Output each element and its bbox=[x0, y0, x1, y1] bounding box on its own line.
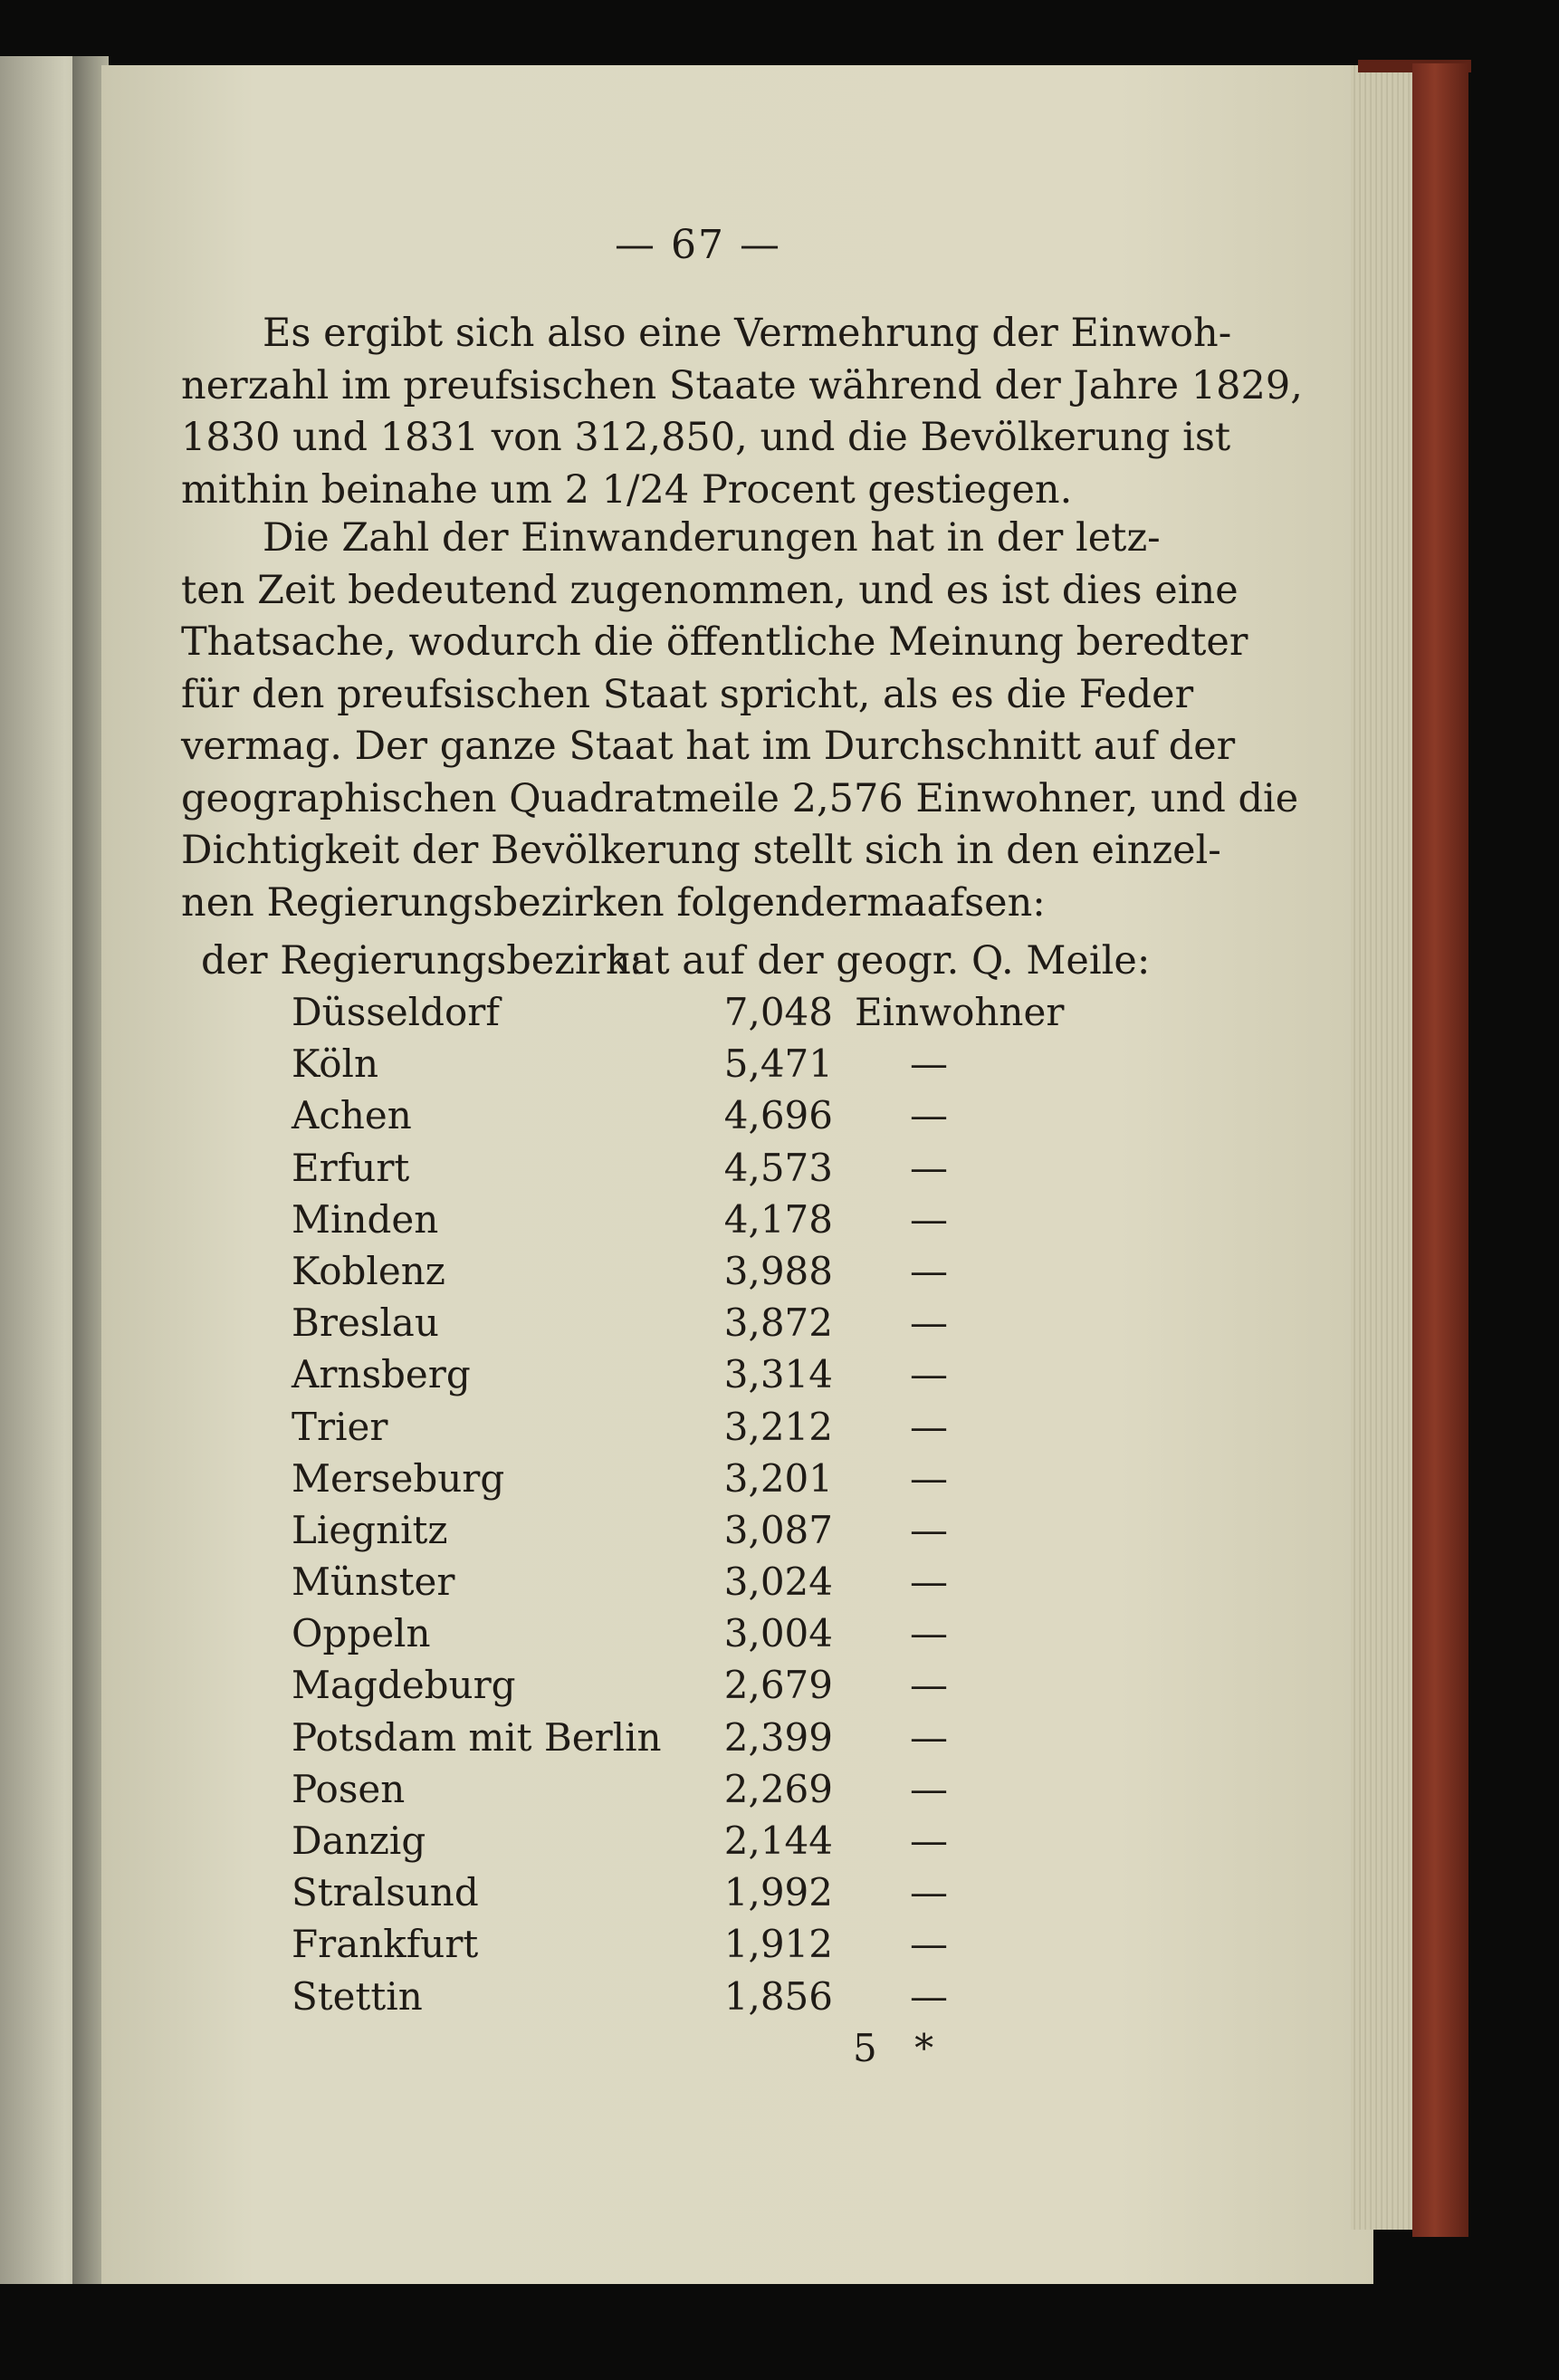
inhabitants-value: 3,201 bbox=[723, 1455, 833, 1501]
table-row bbox=[0, 1611, 1559, 1663]
table-row bbox=[0, 1249, 1559, 1300]
table-row bbox=[0, 1300, 1559, 1352]
table-row bbox=[0, 1197, 1559, 1249]
text-line: ten Zeit bedeutend zugenommen, und es ist dies eine bbox=[181, 567, 1239, 613]
text-line: nen Regierungsbezirken folgendermaafsen: bbox=[181, 879, 1046, 926]
ditto-mark: — bbox=[910, 1145, 948, 1190]
ditto-mark: — bbox=[910, 1559, 948, 1605]
inhabitants-value: 3,872 bbox=[723, 1300, 833, 1346]
inhabitants-value: 3,004 bbox=[723, 1611, 833, 1656]
table-row bbox=[0, 1663, 1559, 1714]
district-name: Magdeburg bbox=[292, 1663, 516, 1708]
table-row bbox=[0, 1041, 1559, 1093]
inhabitants-value: 4,178 bbox=[723, 1196, 833, 1242]
inhabitants-value: 4,573 bbox=[723, 1145, 833, 1190]
paragraph-population-growth bbox=[181, 308, 1303, 516]
table-row bbox=[0, 1456, 1559, 1508]
district-name: Koblenz bbox=[292, 1248, 445, 1293]
ditto-mark: — bbox=[910, 1611, 948, 1656]
ditto-mark: — bbox=[910, 1093, 948, 1138]
text-line: Thatsache, wodurch die öffentliche Meinung beredter bbox=[181, 619, 1248, 665]
ditto-mark: — bbox=[910, 1766, 948, 1811]
ditto-mark: — bbox=[910, 1714, 948, 1760]
district-name: Erfurt bbox=[292, 1145, 410, 1190]
inhabitants-value: 3,314 bbox=[723, 1352, 833, 1397]
text-line: Dichtigkeit der Bevölkerung stellt sich in den einzel- bbox=[181, 828, 1221, 873]
table-row bbox=[0, 1559, 1559, 1611]
inhabitants-value: 2,399 bbox=[723, 1714, 833, 1760]
table-row bbox=[0, 1715, 1559, 1767]
ditto-mark: — bbox=[910, 1507, 948, 1552]
district-name: Danzig bbox=[292, 1819, 426, 1863]
ditto-mark: — bbox=[910, 1196, 948, 1242]
unit-label: Einwohner bbox=[855, 990, 1065, 1034]
district-name: Stettin bbox=[292, 1973, 423, 2019]
header-district: der Regierungsbezirk: bbox=[201, 938, 643, 984]
district-name: Münster bbox=[292, 1559, 455, 1605]
inhabitants-value: 3,212 bbox=[723, 1404, 833, 1449]
district-name: Achen bbox=[292, 1093, 412, 1138]
page-number: — 67 — bbox=[615, 222, 781, 268]
signature-mark: 5 * bbox=[853, 2026, 947, 2070]
text-line: vermag. Der ganze Staat hat im Durchschnitt auf der bbox=[181, 724, 1236, 769]
district-name: Arnsberg bbox=[292, 1352, 471, 1397]
header-per-square-mile: hat auf der geogr. Q. Meile: bbox=[606, 938, 1151, 984]
table-header bbox=[201, 938, 1151, 990]
ditto-mark: — bbox=[910, 1922, 948, 1967]
ditto-mark: — bbox=[910, 1300, 948, 1346]
text-line: für den preufsischen Staat spricht, als es die Feder bbox=[181, 671, 1194, 717]
ditto-mark: — bbox=[910, 1819, 948, 1863]
inhabitants-value: 1,992 bbox=[723, 1870, 833, 1915]
table-row bbox=[0, 1352, 1559, 1404]
text-line: Die Zahl der Einwanderungen hat in der letz- bbox=[263, 515, 1161, 561]
district-name: Liegnitz bbox=[292, 1507, 448, 1552]
inhabitants-value: 2,144 bbox=[723, 1819, 833, 1863]
table-row bbox=[0, 1974, 1559, 2026]
text-line: mithin beinahe um 2 1/24 Procent gestiegen. bbox=[181, 466, 1073, 513]
inhabitants-value: 5,471 bbox=[723, 1041, 833, 1087]
table-row bbox=[0, 1508, 1559, 1559]
district-name: Oppeln bbox=[292, 1611, 431, 1656]
text-line: geographischen Quadratmeile 2,576 Einwohner, und die bbox=[181, 775, 1299, 821]
table-row bbox=[0, 1870, 1559, 1922]
ditto-mark: — bbox=[910, 1248, 948, 1293]
table-row bbox=[0, 1405, 1559, 1456]
inhabitants-value: 2,679 bbox=[723, 1663, 833, 1708]
inhabitants-value: 7,048 bbox=[723, 990, 833, 1034]
district-name: Stralsund bbox=[292, 1870, 479, 1915]
table-row bbox=[0, 1922, 1559, 1973]
district-name: Frankfurt bbox=[292, 1922, 479, 1967]
table-row bbox=[0, 1093, 1559, 1145]
inhabitants-value: 2,269 bbox=[723, 1766, 833, 1811]
table-row bbox=[0, 1146, 1559, 1197]
ditto-mark: — bbox=[910, 1404, 948, 1449]
district-name: Köln bbox=[292, 1041, 379, 1087]
inhabitants-value: 3,087 bbox=[723, 1507, 833, 1552]
text-line: nerzahl im preufsischen Staate während der Jahre 1829, bbox=[181, 362, 1303, 408]
text-line: Es ergibt sich also eine Vermehrung der Einwoh- bbox=[263, 311, 1232, 356]
text-line: 1830 und 1831 von 312,850, und die Bevölkerung ist bbox=[181, 415, 1231, 460]
district-name: Breslau bbox=[292, 1300, 439, 1346]
ditto-mark: — bbox=[910, 1455, 948, 1501]
district-name: Trier bbox=[292, 1404, 388, 1449]
paragraph-immigration bbox=[181, 513, 1299, 929]
table-row bbox=[0, 1819, 1559, 1870]
table-row bbox=[0, 1767, 1559, 1819]
ditto-mark: — bbox=[910, 1663, 948, 1708]
district-name: Posen bbox=[292, 1766, 406, 1811]
inhabitants-value: 3,024 bbox=[723, 1559, 833, 1605]
district-name: Minden bbox=[292, 1196, 439, 1242]
district-name: Merseburg bbox=[292, 1455, 505, 1501]
inhabitants-value: 4,696 bbox=[723, 1093, 833, 1138]
ditto-mark: — bbox=[910, 1041, 948, 1087]
ditto-mark: — bbox=[910, 1973, 948, 2019]
inhabitants-value: 1,912 bbox=[723, 1922, 833, 1967]
inhabitants-value: 3,988 bbox=[723, 1248, 833, 1293]
table-row bbox=[0, 990, 1559, 1041]
district-name: Potsdam mit Berlin bbox=[292, 1714, 662, 1760]
inhabitants-value: 1,856 bbox=[723, 1973, 833, 2019]
ditto-mark: — bbox=[910, 1352, 948, 1397]
district-name: Düsseldorf bbox=[292, 990, 500, 1034]
ditto-mark: — bbox=[910, 1870, 948, 1915]
density-table bbox=[0, 990, 1559, 2026]
